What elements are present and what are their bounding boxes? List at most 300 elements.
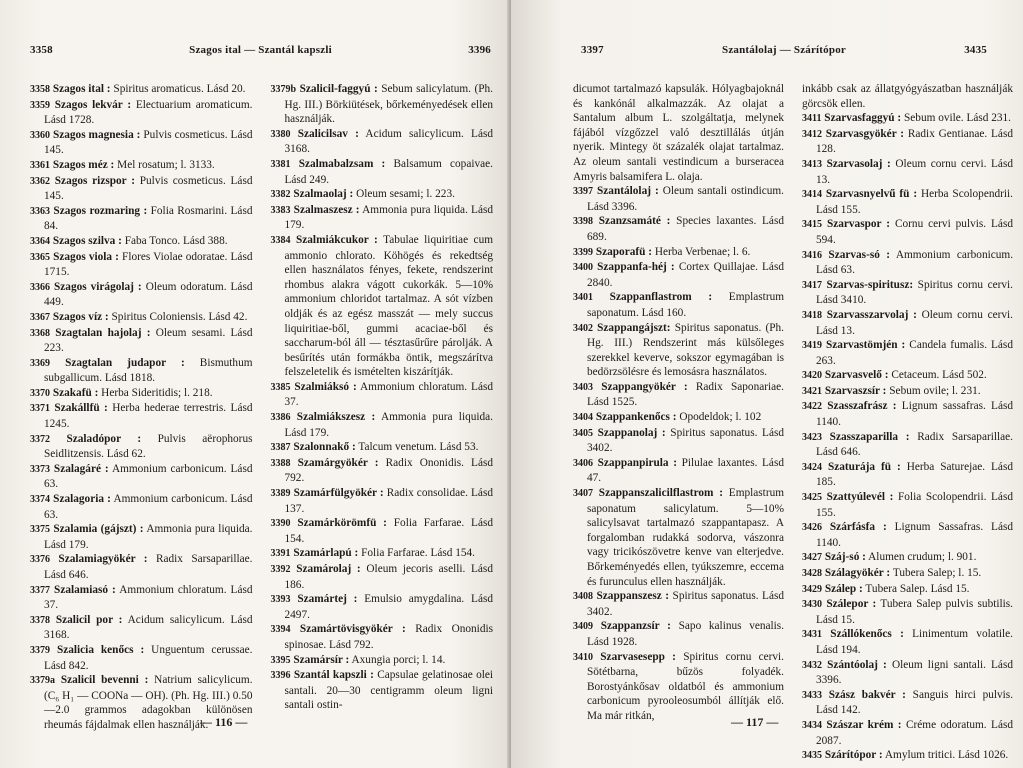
entry-headword: Szagtalan judapor : <box>65 356 185 369</box>
entry-number: 3405 <box>573 427 593 439</box>
entry-number: 3415 <box>802 219 822 231</box>
entry-number: 3420 <box>802 370 822 382</box>
entry-number: 3386 <box>270 412 291 424</box>
entry-number: 3379 <box>30 644 50 656</box>
dictionary-entry <box>802 187 1013 217</box>
entry-headword: Szamársír : <box>293 653 350 666</box>
dictionary-entry <box>573 426 784 456</box>
entry-definition: Herba Verbenae; l. 6. <box>654 245 751 258</box>
entry-number: 3370 <box>30 387 50 399</box>
entry-definition: Spiritus saponatus. Lásd 3402. <box>587 426 785 455</box>
entry-headword: Szaturája fü : <box>827 460 901 473</box>
dictionary-entry <box>573 619 784 649</box>
entry-definition: Ammonia pura liquida. Lásd 179. <box>284 203 494 232</box>
entry-headword: Szamárkörömfü : <box>297 517 387 530</box>
entry-number: 3379b <box>270 84 297 95</box>
header-title: Szagos ital — Szantál kapszli <box>189 44 332 56</box>
page-number: — 117 — <box>731 715 779 729</box>
entry-definition: Spiritus aromaticus. Lásd 20. <box>113 83 246 95</box>
dictionary-entry <box>573 214 784 244</box>
entry-number: 3359 <box>30 99 50 111</box>
entry-headword: Szalamia (gájszt) : <box>53 523 144 536</box>
entry-headword: Szakállfü : <box>54 402 108 415</box>
entry-number: 3358 <box>30 84 50 95</box>
entry-number: 3434 <box>802 719 822 731</box>
entry-number: 3407 <box>573 488 593 500</box>
entry-number: 3408 <box>573 591 593 603</box>
entry-number: 3395 <box>270 654 291 666</box>
entry-headword: Szalicilsav : <box>297 127 359 140</box>
entry-headword: Szárfásfa : <box>829 521 887 534</box>
entry-definition: Folia Rosmarini. Lásd 84. <box>44 204 253 233</box>
entry-definition: Radix Sarsaparillae. Lásd 646. <box>44 553 253 581</box>
entry-number: 3378 <box>30 614 50 626</box>
entry-headword: Szakafü : <box>52 386 99 399</box>
dictionary-entry <box>30 432 253 462</box>
dictionary-entry <box>30 326 253 356</box>
entry-definition: Natrium salicylicum. (C₆ H₁ — COONa — OH). (Ph. Hg. III.) 0.50—2.0 grammos adagokban különösen rheumás fájdalmak ellen használják. <box>44 674 253 731</box>
entry-headword: Szagos ital : <box>52 83 111 95</box>
dictionary-entry <box>802 399 1013 429</box>
entry-headword: Szappanolaj : <box>597 426 666 439</box>
entry-number: 3384 <box>270 234 291 246</box>
entry-definition: Unguentum cerussae. Lásd 842. <box>44 643 253 672</box>
entry-headword: Szálagyökér : <box>824 567 891 579</box>
entry-number: 3401 <box>573 292 593 304</box>
entry-headword: Szappanzsír : <box>600 620 671 633</box>
left-column-2 <box>270 82 494 712</box>
entry-number: 3431 <box>802 629 822 641</box>
entry-definition: Talcum venetum. Lásd 53. <box>358 441 479 454</box>
entry-headword: Szagos virágolaj : <box>54 280 142 293</box>
entry-definition: Bismuthum subgallicum. Lásd 1818. <box>44 356 253 385</box>
dictionary-entry <box>271 187 494 203</box>
entry-definition: Radix Gentianae. Lásd 128. <box>816 127 1013 156</box>
dictionary-entry <box>802 490 1013 520</box>
entry-number: 3422 <box>802 401 822 413</box>
entry-definition: Spiritus saponatus. (Ph. Hg. III.) Rendszerint más külsőleges szerekkel keverve, sokszor egymagában is bedörzsölésre és lemosásra használatos. <box>587 321 784 379</box>
header-title: Szantálolaj — Szárítópor <box>722 44 846 56</box>
entry-number: 3392 <box>270 564 291 575</box>
dictionary-entry <box>802 718 1013 748</box>
entry-definition: Ammonia pura liquida. Lásd 179. <box>44 523 253 551</box>
entry-definition: Electuarium aromaticum. Lásd 1728. <box>44 98 253 127</box>
entry-definition: Oleum cornu cervi. Lásd 13. <box>816 157 1013 186</box>
dictionary-entry <box>802 217 1013 247</box>
continued-text: inkább csak az állatgyógyászatban használják görcsök ellen. <box>802 83 1013 110</box>
entry-definition: Pulvis cosmeticus. Lásd 145. <box>44 128 253 157</box>
left-page <box>0 0 511 768</box>
entry-definition: Folia Farfarae. Lásd 154. <box>284 517 494 545</box>
entry-number: 3418 <box>802 309 822 321</box>
entry-number: 3391 <box>270 548 291 560</box>
dictionary-entry <box>573 245 784 261</box>
entry-headword: Száj-só : <box>824 551 866 564</box>
dictionary-entry <box>802 278 1013 308</box>
dictionary-entry <box>802 338 1013 368</box>
entry-number: 3406 <box>573 457 593 469</box>
dictionary-entry <box>30 128 253 158</box>
entry-number: 3360 <box>30 129 50 141</box>
dictionary-entry <box>802 520 1013 550</box>
entry-definition: Oleum jecoris aselli. Lásd 186. <box>284 563 493 591</box>
dictionary-entry <box>30 583 253 613</box>
entry-headword: Szappanszesz : <box>596 590 670 603</box>
left-page-header <box>30 44 491 64</box>
entry-headword: Szalamiagyökér : <box>58 553 148 566</box>
dictionary-entry <box>30 492 253 522</box>
entry-definition: Oleum sesami. Lásd 223. <box>44 326 253 355</box>
entry-number: 3421 <box>802 385 822 397</box>
dictionary-entry <box>802 127 1013 157</box>
entry-definition: Emplastrum saponatum. Lásd 160. <box>587 291 785 319</box>
entry-number: 3373 <box>30 463 50 475</box>
entry-definition: Oleum sesami; l. 223. <box>356 188 455 201</box>
entry-headword: Szaporafü : <box>595 245 652 258</box>
entry-number: 3382 <box>270 189 291 201</box>
entry-number: 3369 <box>30 357 50 369</box>
entry-definition: Pulvis aërophorus Seidlitzensis. Lásd 62. <box>44 432 253 461</box>
entry-number: 3399 <box>573 246 593 258</box>
entry-number: 3425 <box>802 492 822 504</box>
dictionary-entry <box>802 550 1013 566</box>
entry-definition: Cortex Quillajae. Lásd 2840. <box>587 261 784 289</box>
entry-number: 3394 <box>270 624 291 636</box>
header-left-number: 3358 <box>30 44 53 56</box>
entry-headword: Szappankenőcs : <box>595 411 677 424</box>
dictionary-entry <box>30 82 253 98</box>
right-column-2 <box>802 82 1014 762</box>
entry-number: 3417 <box>802 279 822 291</box>
entry-definition: Alumen crudum; l. 901. <box>868 551 977 564</box>
entry-definition: Opodeldok; l. 102 <box>679 411 762 424</box>
entry-headword: Szalmiákszesz : <box>296 411 376 424</box>
entry-headword: Szalonnakő : <box>293 441 356 454</box>
dictionary-entry <box>271 127 494 157</box>
entry-headword: Szálep : <box>824 582 863 595</box>
entry-definition: Flores Violae odoratae. Lásd 1715. <box>44 250 253 279</box>
entry-definition: Ammonium carbonicum. Lásd 63. <box>44 462 253 491</box>
entry-number: 3435 <box>802 750 822 762</box>
entry-headword: Szalicil por : <box>55 613 123 626</box>
dictionary-entry <box>271 516 494 546</box>
entry-definition: Sanguis hirci pulvis. Lásd 142. <box>816 688 1014 717</box>
entry-definition: Spiritus cornu cervi. Sötétbarna, bűzös folyadék. Borostyánkősav oldatból és ammonium carbonicum pyrooleosumból állítják elő. Ma már ritkán, <box>587 650 784 722</box>
entry-definition: Ammonium carbonicum. Lásd 63. <box>44 493 253 521</box>
entry-number: 3380 <box>270 128 291 140</box>
entry-definition: Pulvis cosmeticus. Lásd 145. <box>44 174 253 203</box>
entry-number: 3372 <box>30 433 50 445</box>
entry-headword: Szászar krém : <box>826 718 902 731</box>
entry-headword: Szarvasgyökér : <box>825 127 905 140</box>
entry-definition: Ammonium chloratum. Lásd 37. <box>284 380 494 409</box>
entry-number: 3423 <box>802 431 822 443</box>
entry-definition: Radix consolidae. Lásd 137. <box>284 487 493 515</box>
entry-definition: Créme odoratum. Lásd 2087. <box>816 718 1014 747</box>
entry-number: 3388 <box>270 457 291 469</box>
entry-definition: Capsulae gelatinosae olei santali. 20—30 centigramm oleum ligni santali ostin- <box>284 669 494 712</box>
entry-headword: Szamárlapú : <box>293 547 359 560</box>
entry-headword: Szalagáré : <box>53 462 109 475</box>
entry-headword: Szagos rozmaring : <box>53 204 148 217</box>
dictionary-entry <box>271 592 494 622</box>
dictionary-entry <box>30 158 253 174</box>
entry-headword: Szagtalan hajolaj : <box>55 326 151 339</box>
entry-number: 3426 <box>802 522 822 534</box>
entry-headword: Szállókenőcs : <box>830 628 904 641</box>
entry-definition: Spiritus saponatus. Lásd 3402. <box>587 590 785 618</box>
dictionary-entry <box>30 643 253 673</box>
entry-number: 3397 <box>573 186 593 198</box>
entry-definition: Ammonium chloratum. Lásd 37. <box>44 583 253 612</box>
entry-number: 3416 <box>802 249 822 261</box>
dictionary-entry <box>271 456 494 486</box>
entry-definition: Emplastrum saponatum salicylatum. 5—10% salicylsavat tartalmazó szappantapasz. A forgalomban rudakká sodorva, vászonra vagy tricikószövetre kenve van elterjedve. Bőrkeményedés ellen, tyúkszemre, eccema és furunculus ellen használják. <box>587 487 785 588</box>
entry-number: 3427 <box>802 552 822 564</box>
entry-definition: Mel rosatum; l. 3133. <box>117 158 215 171</box>
dictionary-entry <box>271 668 494 713</box>
entry-number: 3375 <box>30 524 50 536</box>
entry-headword: Szagos víz : <box>52 310 109 323</box>
dictionary-entry <box>30 310 253 326</box>
entry-number: 3432 <box>802 659 822 671</box>
entry-headword: Szagos lekvár : <box>54 98 132 111</box>
entry-number: 3410 <box>573 651 593 663</box>
entry-number: 3374 <box>30 494 50 506</box>
entry-number: 3409 <box>573 621 593 633</box>
continued-text: dicumot tartalmazó kapsulák. Hólyagbajoknál és kankónál alkalmazzák. Az olajat a Santalum album L. szolgáltatja, melynek fájából vízgőzzel való desztillálás útján nyerik. Mintegy öt százalék olajat tartalmaz. Az oleum santali vestindicum a burseracea Amyris balsamifera L. olaja. <box>573 83 784 183</box>
entry-definition: Folia Farfarae. Lásd 154. <box>361 547 475 560</box>
dictionary-entry <box>271 203 494 233</box>
entry-headword: Szarvaspor : <box>826 218 891 231</box>
entry-definition: Ammonium carbonicum. Lásd 63. <box>816 248 1014 277</box>
entry-headword: Szarvasesepp : <box>600 650 676 663</box>
entry-number: 3429 <box>802 583 822 595</box>
entry-headword: Szasszaparilla : <box>829 430 910 443</box>
dictionary-entry <box>30 356 253 386</box>
entry-definition: Axungia porci; l. 14. <box>351 653 446 666</box>
entry-headword: Szappangyökér : <box>601 380 688 393</box>
header-right-number: 3435 <box>964 44 987 56</box>
entry-number: 3361 <box>30 159 50 171</box>
entry-number: 3412 <box>802 128 822 140</box>
entry-definition: Radix Sarsaparillae. Lásd 646. <box>816 430 1013 459</box>
dictionary-entry <box>573 290 784 320</box>
entry-headword: Szasszafrász : <box>827 400 897 413</box>
entry-number: 3400 <box>573 262 593 274</box>
dictionary-entry <box>271 82 494 127</box>
entry-number: 3430 <box>802 599 822 611</box>
entry-headword: Szalicil-faggyú : <box>299 83 378 95</box>
dictionary-entry <box>271 486 494 516</box>
entry-headword: Szamártövisgyökér : <box>299 623 406 636</box>
entry-definition: Linimentum volatile. Lásd 194. <box>816 628 1013 656</box>
dictionary-entry <box>802 627 1013 657</box>
entry-definition: Emulsio amygdalina. Lásd 2497. <box>284 593 493 621</box>
entry-number: 3414 <box>802 189 822 201</box>
entry-headword: Szálepor : <box>826 598 877 611</box>
dictionary-entry <box>573 184 784 214</box>
entry-definition: Oleum odoratum. Lásd 449. <box>44 280 253 309</box>
entry-headword: Szalamiasó : <box>54 583 116 596</box>
entry-number: 3377 <box>30 584 50 596</box>
entry-number: 3362 <box>30 175 50 187</box>
entry-headword: Szarvaszsír : <box>824 384 887 397</box>
entry-definition: Lignum sassafras. Lásd 1140. <box>816 400 1014 429</box>
dictionary-entry <box>271 233 494 380</box>
entry-definition: Ammonia pura liquida. Lásd 179. <box>284 411 493 439</box>
entry-headword: Szarvasszarvolaj : <box>826 308 917 321</box>
dictionary-entry <box>802 688 1013 718</box>
entry-definition: Balsamum copaivae. Lásd 249. <box>284 157 493 186</box>
entry-headword: Szappangájszt: <box>597 321 671 334</box>
entry-number: 3404 <box>573 412 593 424</box>
entry-number: 3368 <box>30 327 50 339</box>
entry-definition: Sebum ovile. Lásd 231. <box>904 112 1011 125</box>
entry-number: 3433 <box>802 689 822 701</box>
entry-number: 3364 <box>30 235 50 247</box>
entry-definition: Tubera Salep. Lásd 15. <box>865 582 970 595</box>
dictionary-entry <box>802 157 1013 187</box>
dictionary-entry <box>573 589 784 619</box>
dictionary-entry <box>271 380 494 410</box>
entry-number: 3385 <box>270 381 291 393</box>
dictionary-entry <box>30 401 253 431</box>
entry-definition: Radix Saponariae. Lásd 1525. <box>587 380 784 409</box>
header-right-number: 3396 <box>468 44 491 56</box>
entry-headword: Szaladópor : <box>66 432 142 445</box>
entry-definition: Spiritus Coloniensis. Lásd 42. <box>111 310 248 323</box>
entry-headword: Szagos magnesia : <box>52 128 141 141</box>
dictionary-entry <box>802 384 1013 400</box>
entry-headword: Szamárgyökér : <box>297 456 379 469</box>
dictionary-entry <box>573 650 784 724</box>
entry-headword: Szalicia kenőcs : <box>56 643 145 656</box>
entry-number: 3363 <box>30 205 50 217</box>
dictionary-entry <box>271 157 494 187</box>
entry-definition: Sapo kalinus venalis. Lásd 1928. <box>587 620 785 648</box>
entry-headword: Szamárfülgyökér : <box>293 487 384 500</box>
dictionary-entry <box>30 174 253 204</box>
entry-number: 3381 <box>270 158 291 170</box>
entry-definition: Oleum ligni santali. Lásd 3396. <box>816 658 1013 687</box>
entry-headword: Szász bakvér : <box>828 688 906 701</box>
dictionary-entry <box>271 562 494 592</box>
dictionary-entry <box>30 280 253 310</box>
dictionary-entry <box>573 486 784 589</box>
dictionary-entry <box>30 613 253 643</box>
entry-definition: Tubera Salep; l. 15. <box>892 567 982 579</box>
entry-definition: Tabulae liquiritiae cum ammonio chlorato. Köhögés és rekedtség ellen használatos fényes, fekete, rendszerint rhombus alakra vágott cukorkák. 5—10% ammonium chloridot tartalmaz. A sót vízben oldják és az egész masszát — mely succus liquiritiae-ből, gummi acaciae-ből és saccharum-ból áll — tésztasűrűre párolják. A besűrítés után formákba öntik, megszárítva felszeletelik és ismételten kiszárítják. <box>284 233 494 379</box>
entry-definition: Lignum Sassafras. Lásd 1140. <box>816 521 1013 549</box>
entry-headword: Szappanpirula : <box>597 456 677 469</box>
entry-headword: Szalagoria : <box>53 493 111 506</box>
dictionary-entry <box>802 368 1013 384</box>
dictionary-entry <box>30 204 253 234</box>
entry-definition: Candela fumalis. Lásd 263. <box>816 339 1013 367</box>
entry-number: 3365 <box>30 251 50 263</box>
entry-headword: Szappanfa-héj : <box>597 261 675 274</box>
entry-number: 3403 <box>573 381 593 393</box>
entry-headword: Szagos viola : <box>53 250 119 263</box>
dictionary-entry <box>30 386 253 402</box>
dictionary-entry <box>802 566 1013 582</box>
entry-headword: Szantál kapszli : <box>293 669 374 682</box>
dictionary-entry <box>271 440 494 456</box>
dictionary-entry <box>802 597 1013 627</box>
entry-definition: Sebum salicylatum. (Ph. Hg. III.) Börkiütések, bőrkeményedések ellen használják. <box>284 83 494 126</box>
entry-headword: Szarvasvelő : <box>824 369 889 382</box>
entry-definition: Herba Sideritidis; l. 218. <box>101 386 213 399</box>
entry-definition: Radix Ononidis spinosae. Lásd 792. <box>284 623 494 651</box>
entry-definition: Oleum santali ostindicum. Lásd 3396. <box>587 185 784 213</box>
entry-number: 3387 <box>270 442 291 454</box>
entry-headword: Szagos méz : <box>52 158 115 171</box>
entry-headword: Szarvas-só : <box>828 248 891 261</box>
entry-headword: Szalmaszesz : <box>293 203 360 216</box>
entry-definition: Cetaceum. Lásd 502. <box>891 369 987 382</box>
dictionary-entry <box>802 582 1013 598</box>
entry-headword: Szantálolaj : <box>597 185 659 198</box>
dictionary-entry <box>802 460 1013 490</box>
dictionary-entry <box>30 552 253 582</box>
dictionary-entry <box>802 748 1013 764</box>
entry-definition: Spiritus cornu cervi. Lásd 3410. <box>816 278 1013 307</box>
entry-headword: Szántóolaj : <box>827 658 887 671</box>
right-page <box>511 0 1023 768</box>
entry-definition: Pilulae laxantes. Lásd 47. <box>587 456 784 485</box>
entry-number: 3389 <box>270 488 291 500</box>
entry-headword: Szattyúlevél : <box>826 491 894 504</box>
dictionary-entry <box>271 622 494 652</box>
entry-headword: Szalmiáksó : <box>294 380 357 393</box>
entry-definition: Oleum cornu cervi. Lásd 13. <box>816 308 1013 337</box>
entry-definition: Species laxantes. Lásd 689. <box>587 215 784 243</box>
entry-definition: Radix Ononidis. Lásd 792. <box>284 456 493 485</box>
entry-number: 3402 <box>573 322 593 334</box>
entry-headword: Szárítópor : <box>824 749 883 762</box>
entry-definition: Faba Tonco. Lásd 388. <box>124 234 228 247</box>
entry-headword: Szalicil bevenni : <box>60 674 149 687</box>
entry-number: 3383 <box>270 204 291 216</box>
entry-headword: Szalmabalzsam : <box>298 157 386 170</box>
dictionary-entry <box>30 234 253 250</box>
entry-headword: Szamárolaj : <box>296 563 361 575</box>
entry-number: 3413 <box>802 158 822 170</box>
entry-headword: Szarvas-spiritusz: <box>826 278 914 291</box>
dictionary-entry <box>271 653 494 669</box>
entry-headword: Szarvastömjén : <box>826 339 906 352</box>
entry-number: 3371 <box>30 403 50 415</box>
dictionary-entry <box>573 380 784 410</box>
header-left-number: 3397 <box>581 44 604 56</box>
entry-headword: Szalmiákcukor : <box>295 233 378 246</box>
dictionary-entry <box>802 430 1013 460</box>
entry-definition: Sebum ovile; l. 231. <box>889 384 981 397</box>
dictionary-entry <box>802 308 1013 338</box>
entry-headword: Szarvasolaj : <box>826 157 891 170</box>
entry-number: 3393 <box>270 594 291 606</box>
entry-definition: Herba Saturejae. Lásd 185. <box>816 460 1013 489</box>
dictionary-entry <box>271 410 494 440</box>
entry-headword: Szalmaolaj : <box>293 188 354 201</box>
right-page-header <box>581 44 987 64</box>
dictionary-entry <box>573 410 784 426</box>
page-number: — 116 — <box>200 715 248 729</box>
entry-number: 3411 <box>802 113 822 125</box>
entry-number: 3396 <box>270 670 291 682</box>
entry-number: 3379a <box>30 675 55 687</box>
